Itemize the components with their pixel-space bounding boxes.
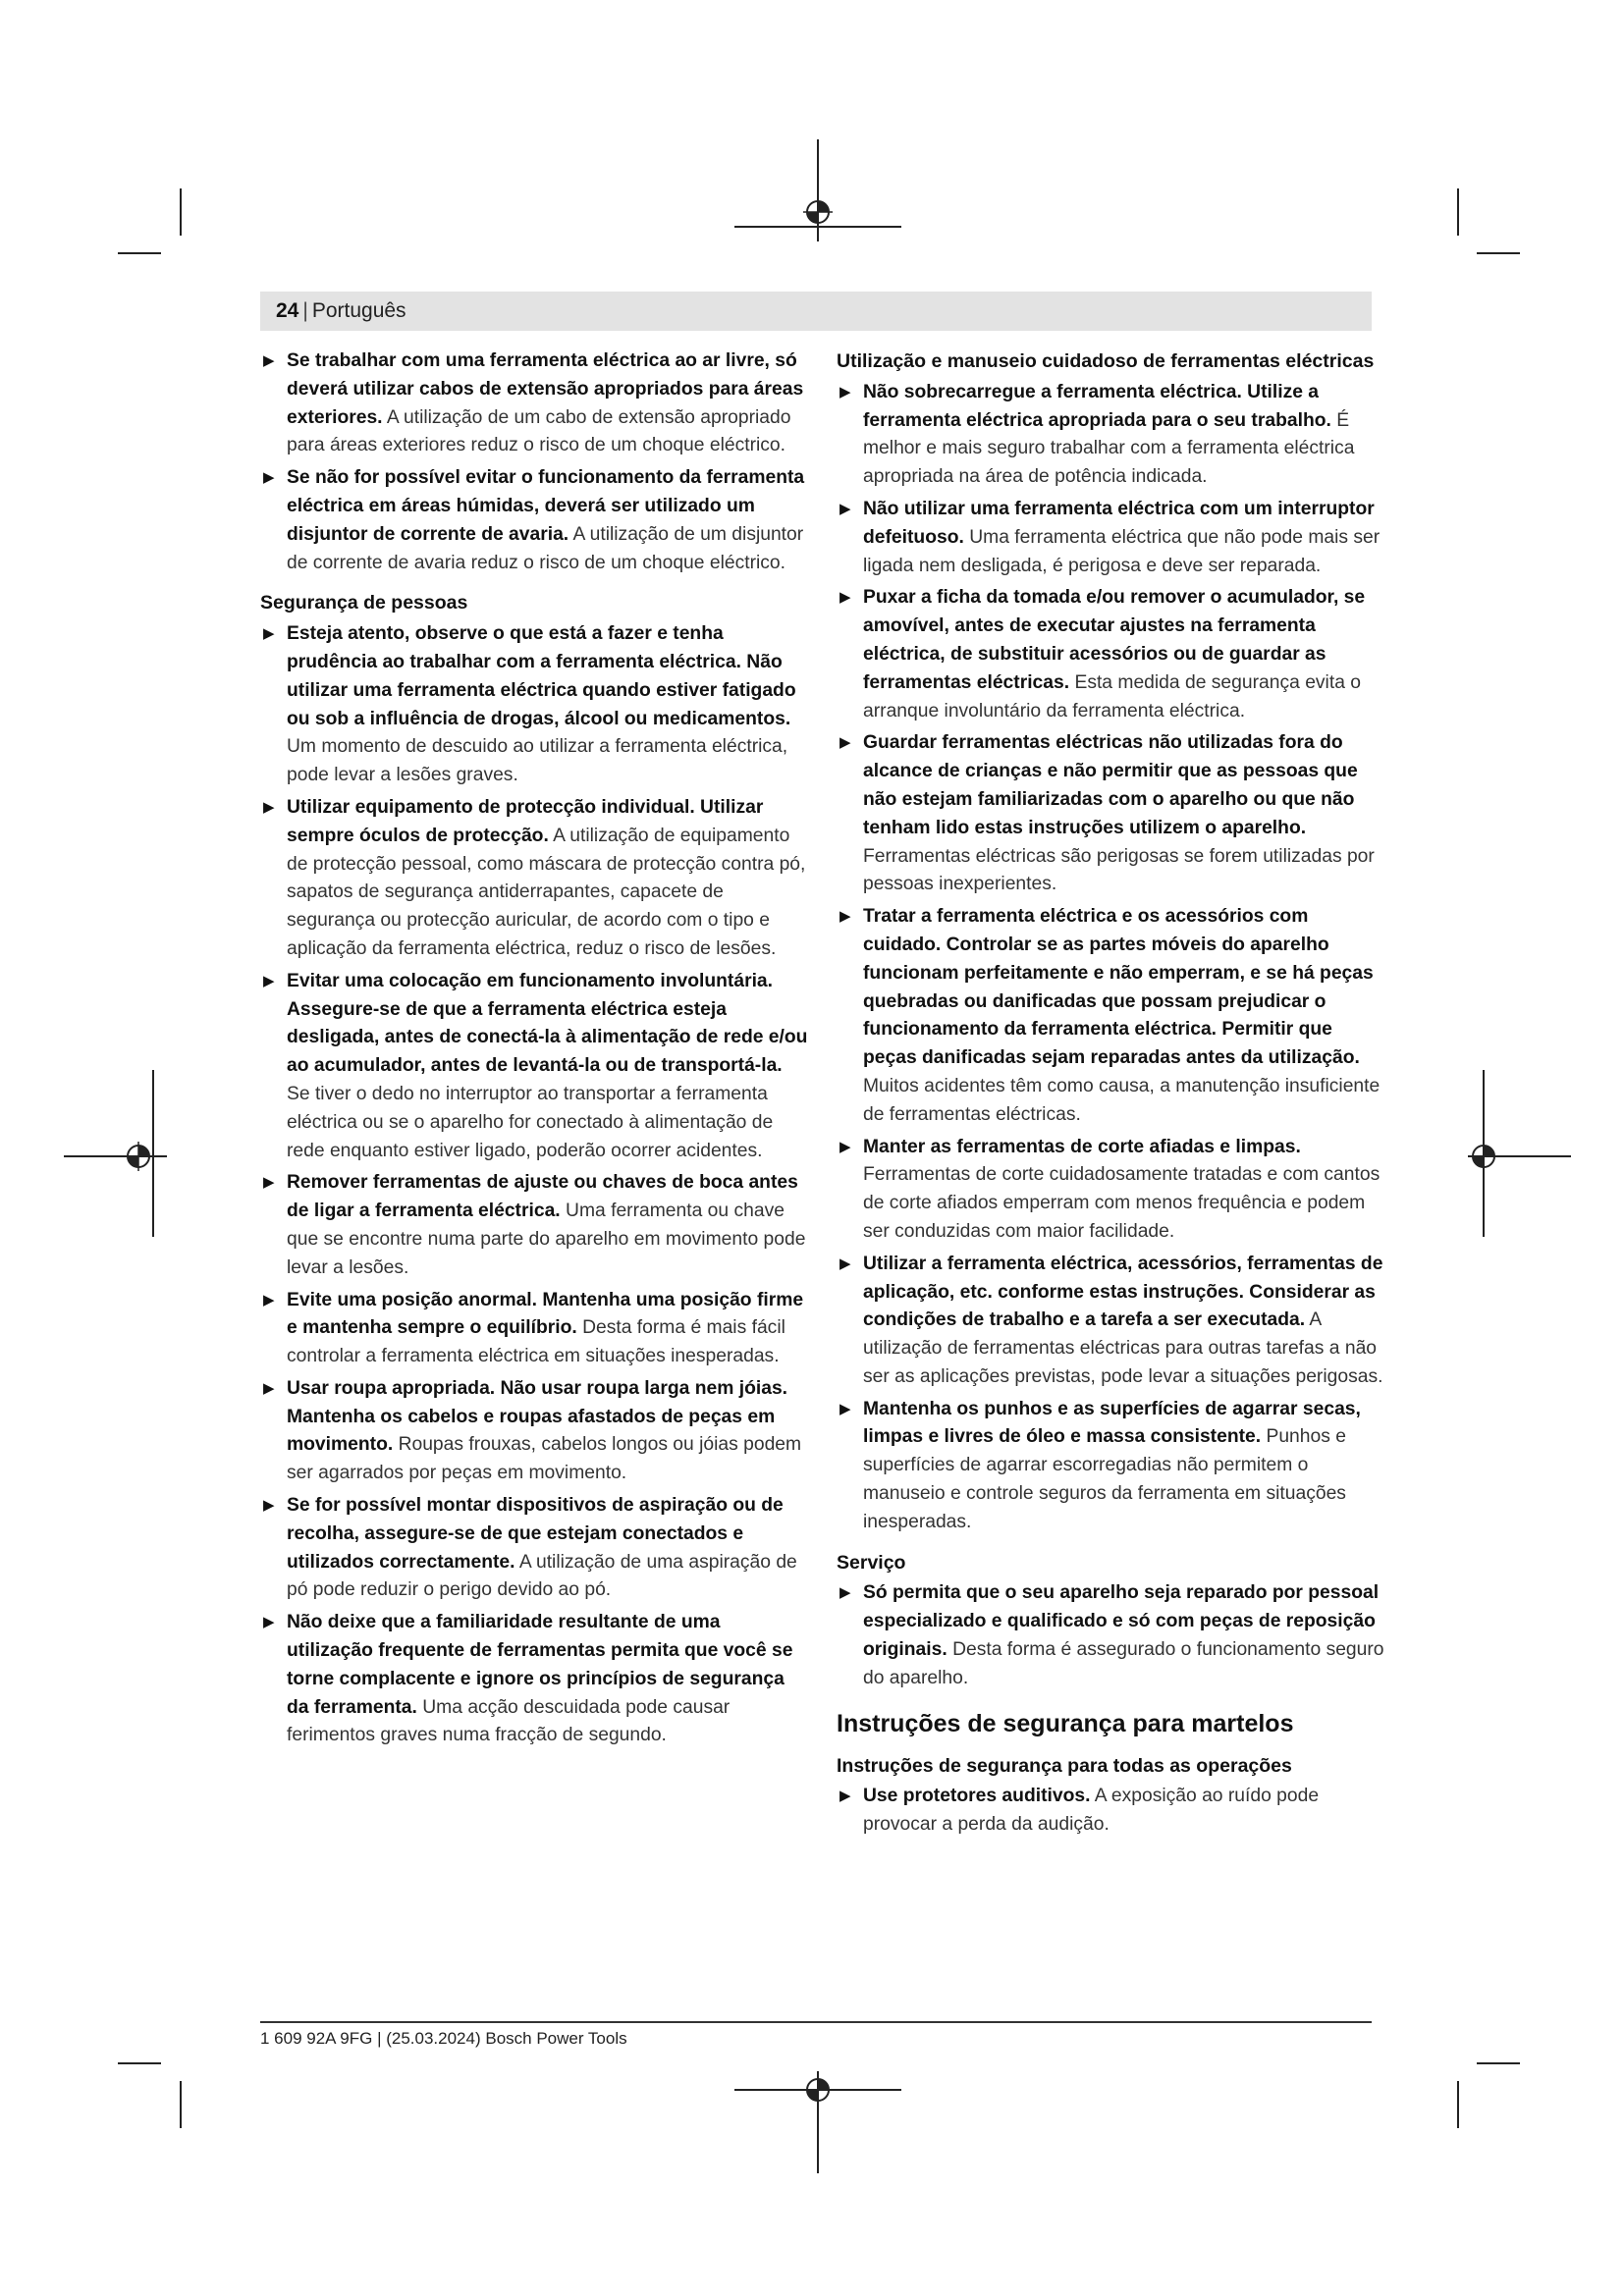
instruction-body-text: A utilização de um disjuntor de corrente de avaria reduz o risco de um choque eléctrico. [287, 523, 804, 573]
safety-instruction-item [260, 1492, 810, 1605]
instruction-bold-text: Se for possível montar dispositivos de aspiração ou de recolha, assegure-se de que estejam conectados e utilizados correctamente. [287, 1495, 784, 1573]
instruction-body-text: A utilização de um cabo de extensão apropriado para áreas exteriores reduz o risco de um choque eléctrico. [287, 406, 791, 456]
header-separator: | [302, 299, 308, 322]
instruction-body-text: Desta forma é mais fácil controlar a ferramenta eléctrica em situações inesperadas. [287, 1317, 785, 1367]
instruction-bold-text: Utilizar equipamento de protecção individual. Utilizar sempre óculos de protecção. [287, 796, 764, 846]
crop-mark [180, 188, 182, 236]
crop-mark [1477, 2062, 1520, 2064]
instruction-body-text: A utilização de equipamento de protecção pessoal, como máscara de protecção contra pó, sapatos de segurança antiderrapantes, capacete de segurança ou protecção auricular, de acordo com o tipo e aplicação da ferramenta eléctrica, reduz o risco de lesões. [287, 825, 806, 959]
safety-instruction-item [837, 1396, 1386, 1537]
section-subheading: Segurança de pessoas [260, 592, 468, 614]
safety-instruction-item [260, 1609, 810, 1750]
instruction-bold-text: Usar roupa apropriada. Não usar roupa larga nem jóias. Mantenha os cabelos e roupas afastados de peças em movimento. [287, 1377, 788, 1456]
safety-instruction-item [260, 968, 810, 1166]
safety-instruction-item [837, 584, 1386, 725]
crosshair-target-icon [803, 197, 833, 227]
instruction-body-text: Uma acção descuidada pode causar ferimentos graves numa fracção de segundo. [287, 1696, 731, 1746]
triangle-right-icon: ▶ [263, 1291, 275, 1308]
left-column [260, 347, 810, 1754]
instruction-bold-text: Evitar uma colocação em funcionamento involuntária. Assegure-se de que a ferramenta eléctrica esteja desligada, antes de conectá-la à alimentação de rede e/ou ao acumulador, antes de levantá-la ou de transportá-la. [287, 970, 808, 1077]
instruction-body-text: A exposição ao ruído pode provocar a perda da audição. [863, 1786, 1320, 1836]
instruction-body-text: Ferramentas eléctricas são perigosas se forem utilizadas por pessoas inexperientes. [863, 845, 1375, 895]
triangle-right-icon: ▶ [839, 383, 851, 400]
triangle-right-icon: ▶ [263, 1497, 275, 1515]
triangle-right-icon: ▶ [263, 469, 275, 487]
safety-instruction-item [837, 903, 1386, 1129]
instruction-bold-text: Remover ferramentas de ajuste ou chaves de boca antes de ligar a ferramenta eléctrica. [287, 1172, 798, 1222]
header-language: Português [311, 299, 406, 322]
crop-mark [118, 252, 161, 254]
instruction-bold-text: Mantenha os punhos e as superfícies de agarrar secas, limpas e livres de óleo e massa consistente. [863, 1398, 1361, 1448]
instruction-bold-text: Não sobrecarregue a ferramenta eléctrica. Utilize a ferramenta eléctrica apropriada para o seu trabalho. [863, 381, 1331, 431]
instruction-body-text: Uma ferramenta eléctrica que não pode mais ser ligada nem desligada, é perigosa e deve ser reparada. [863, 526, 1380, 576]
instruction-body-text: Desta forma é assegurado o funcionamento seguro do aparelho. [863, 1639, 1384, 1688]
safety-instruction-item [260, 464, 810, 577]
safety-instruction-item [260, 1375, 810, 1488]
triangle-right-icon: ▶ [263, 1379, 275, 1397]
right-column [837, 347, 1386, 1843]
instruction-bold-text: Se não for possível evitar o funcionamento da ferramenta eléctrica em áreas húmidas, deverá ser utilizado um disjuntor de corrente de avaria. [287, 467, 805, 545]
triangle-right-icon: ▶ [839, 734, 851, 752]
footer-rule [260, 2021, 1372, 2023]
triangle-right-icon: ▶ [839, 1584, 851, 1602]
triangle-right-icon: ▶ [839, 908, 851, 926]
triangle-right-icon: ▶ [263, 1174, 275, 1192]
instruction-bold-text: Não deixe que a familiaridade resultante de uma utilização frequente de ferramentas permita que você se torne complacente e ignore os princípios de segurança da ferramenta. [287, 1612, 793, 1718]
safety-instruction-item [260, 1169, 810, 1282]
triangle-right-icon: ▶ [263, 352, 275, 369]
instruction-bold-text: Evite uma posição anormal. Mantenha uma posição firme e mantenha sempre o equilíbrio. [287, 1289, 804, 1339]
instruction-body-text: Ferramentas de corte cuidadosamente tratadas e com cantos de corte afiados emperram com menos frequência e podem ser conduzidas com maior facilidade. [863, 1164, 1380, 1242]
instruction-body-text: Roupas frouxas, cabelos longos ou jóias podem ser agarrados por peças em movimento. [287, 1434, 802, 1484]
crop-mark [1477, 252, 1520, 254]
section-subheading: Utilização e manuseio cuidadoso de ferramentas eléctricas [837, 350, 1375, 372]
instruction-bold-text: Se trabalhar com uma ferramenta eléctrica ao ar livre, só deverá utilizar cabos de extensão apropriados para áreas exteriores. [287, 350, 804, 428]
crop-mark [180, 2081, 182, 2128]
triangle-right-icon: ▶ [263, 972, 275, 989]
safety-instruction-item [260, 794, 810, 964]
crop-mark [1457, 188, 1459, 236]
crop-mark [1457, 2081, 1459, 2128]
page-number: 24 [276, 299, 299, 322]
safety-instruction-item [837, 729, 1386, 899]
safety-instruction-item [837, 1579, 1386, 1692]
triangle-right-icon: ▶ [839, 1255, 851, 1272]
instruction-bold-text: Guardar ferramentas eléctricas não utilizadas fora do alcance de crianças e não permitir que as pessoas que não estejam familiarizadas com o aparelho ou que não tenham lido estas instruções utilizem o aparelho. [863, 732, 1358, 838]
instruction-bold-text: Utilizar a ferramenta eléctrica, acessórios, ferramentas de aplicação, etc. conforme estas instruções. Considerar as condições de trabalho e a tarefa a ser executada. [863, 1253, 1383, 1331]
instruction-body-text: Muitos acidentes têm como causa, a manutenção insuficiente de ferramentas eléctricas. [863, 1075, 1380, 1125]
triangle-right-icon: ▶ [263, 625, 275, 643]
crosshair-target-icon [124, 1142, 153, 1171]
instruction-bold-text: Tratar a ferramenta eléctrica e os acessórios com cuidado. Controlar se as partes móveis do aparelho funcionam perfeitamente e não emperram, e se há peças quebradas ou danificadas que possam prejudicar o funcionamento da ferramenta eléctrica. Permitir que peças danificadas sejam reparadas antes da utilização. [863, 906, 1374, 1069]
triangle-right-icon: ▶ [839, 1788, 851, 1805]
section-heading: Instruções de segurança para martelos [837, 1709, 1294, 1737]
instruction-body-text: Uma ferramenta ou chave que se encontre numa parte do aparelho em movimento pode levar a lesões. [287, 1201, 806, 1278]
safety-instruction-item [837, 1134, 1386, 1247]
triangle-right-icon: ▶ [263, 1614, 275, 1631]
instruction-body-text: A utilização de ferramentas eléctricas para outras tarefas a não ser as aplicações previstas, pode levar a situações perigosas. [863, 1309, 1383, 1387]
triangle-right-icon: ▶ [839, 589, 851, 607]
crop-mark [118, 2062, 161, 2064]
instruction-body-text: Esta medida de segurança evita o arranque involuntário da ferramenta eléctrica. [863, 671, 1361, 721]
instruction-body-text: É melhor e mais seguro trabalhar com a ferramenta eléctrica apropriada na área de potência indicada. [863, 409, 1355, 488]
instruction-bold-text: Manter as ferramentas de corte afiadas e limpas. [863, 1136, 1301, 1157]
page-header [260, 292, 1372, 331]
instruction-body-text: A utilização de uma aspiração de pó pode reduzir o perigo devido ao pó. [287, 1551, 797, 1601]
instruction-bold-text: Puxar a ficha da tomada e/ou remover o acumulador, se amovível, antes de executar ajustes na ferramenta eléctrica, de substituir acessórios ou de guardar as ferramentas eléctricas. [863, 587, 1366, 693]
safety-instruction-item [837, 496, 1386, 580]
safety-instruction-item [260, 347, 810, 460]
safety-instruction-item [837, 379, 1386, 492]
instruction-body-text: Punhos e superfícies de agarrar escorregadias não permitem o manuseio e controle seguros da ferramenta em situações inesperadas. [863, 1426, 1346, 1532]
safety-instruction-item [837, 1783, 1386, 1840]
triangle-right-icon: ▶ [263, 798, 275, 816]
safety-instruction-item [837, 1251, 1386, 1392]
instruction-bold-text: Não utilizar uma ferramenta eléctrica com um interruptor defeituoso. [863, 498, 1375, 548]
safety-instruction-item [260, 620, 810, 790]
section-subheading: Instruções de segurança para todas as operações [837, 1754, 1292, 1777]
safety-instruction-item [260, 1287, 810, 1371]
triangle-right-icon: ▶ [839, 1138, 851, 1155]
section-subheading: Serviço [837, 1551, 906, 1574]
crosshair-target-icon [803, 2075, 833, 2105]
instruction-body-text: Se tiver o dedo no interruptor ao transportar a ferramenta eléctrica ou se o aparelho for conectado à alimentação de rede enquanto estiver ligado, poderão ocorrer acidentes. [287, 1083, 774, 1161]
instruction-bold-text: Use protetores auditivos. [863, 1786, 1091, 1807]
crosshair-target-icon [1469, 1142, 1498, 1171]
footer-text: 1 609 92A 9FG | (25.03.2024) Bosch Power Tools [260, 2029, 627, 2048]
instruction-body-text: Um momento de descuido ao utilizar a ferramenta eléctrica, pode levar a lesões graves. [287, 736, 788, 786]
instruction-bold-text: Esteja atento, observe o que está a fazer e tenha prudência ao trabalhar com a ferramenta eléctrica. Não utilizar uma ferramenta eléctrica quando estiver fatigado ou sob a influência de drogas, álcool ou medicamentos. [287, 623, 796, 729]
instruction-bold-text: Só permita que o seu aparelho seja reparado por pessoal especializado e qualificado e só com peças de reposição originais. [863, 1582, 1380, 1661]
triangle-right-icon: ▶ [839, 500, 851, 517]
triangle-right-icon: ▶ [839, 1400, 851, 1417]
